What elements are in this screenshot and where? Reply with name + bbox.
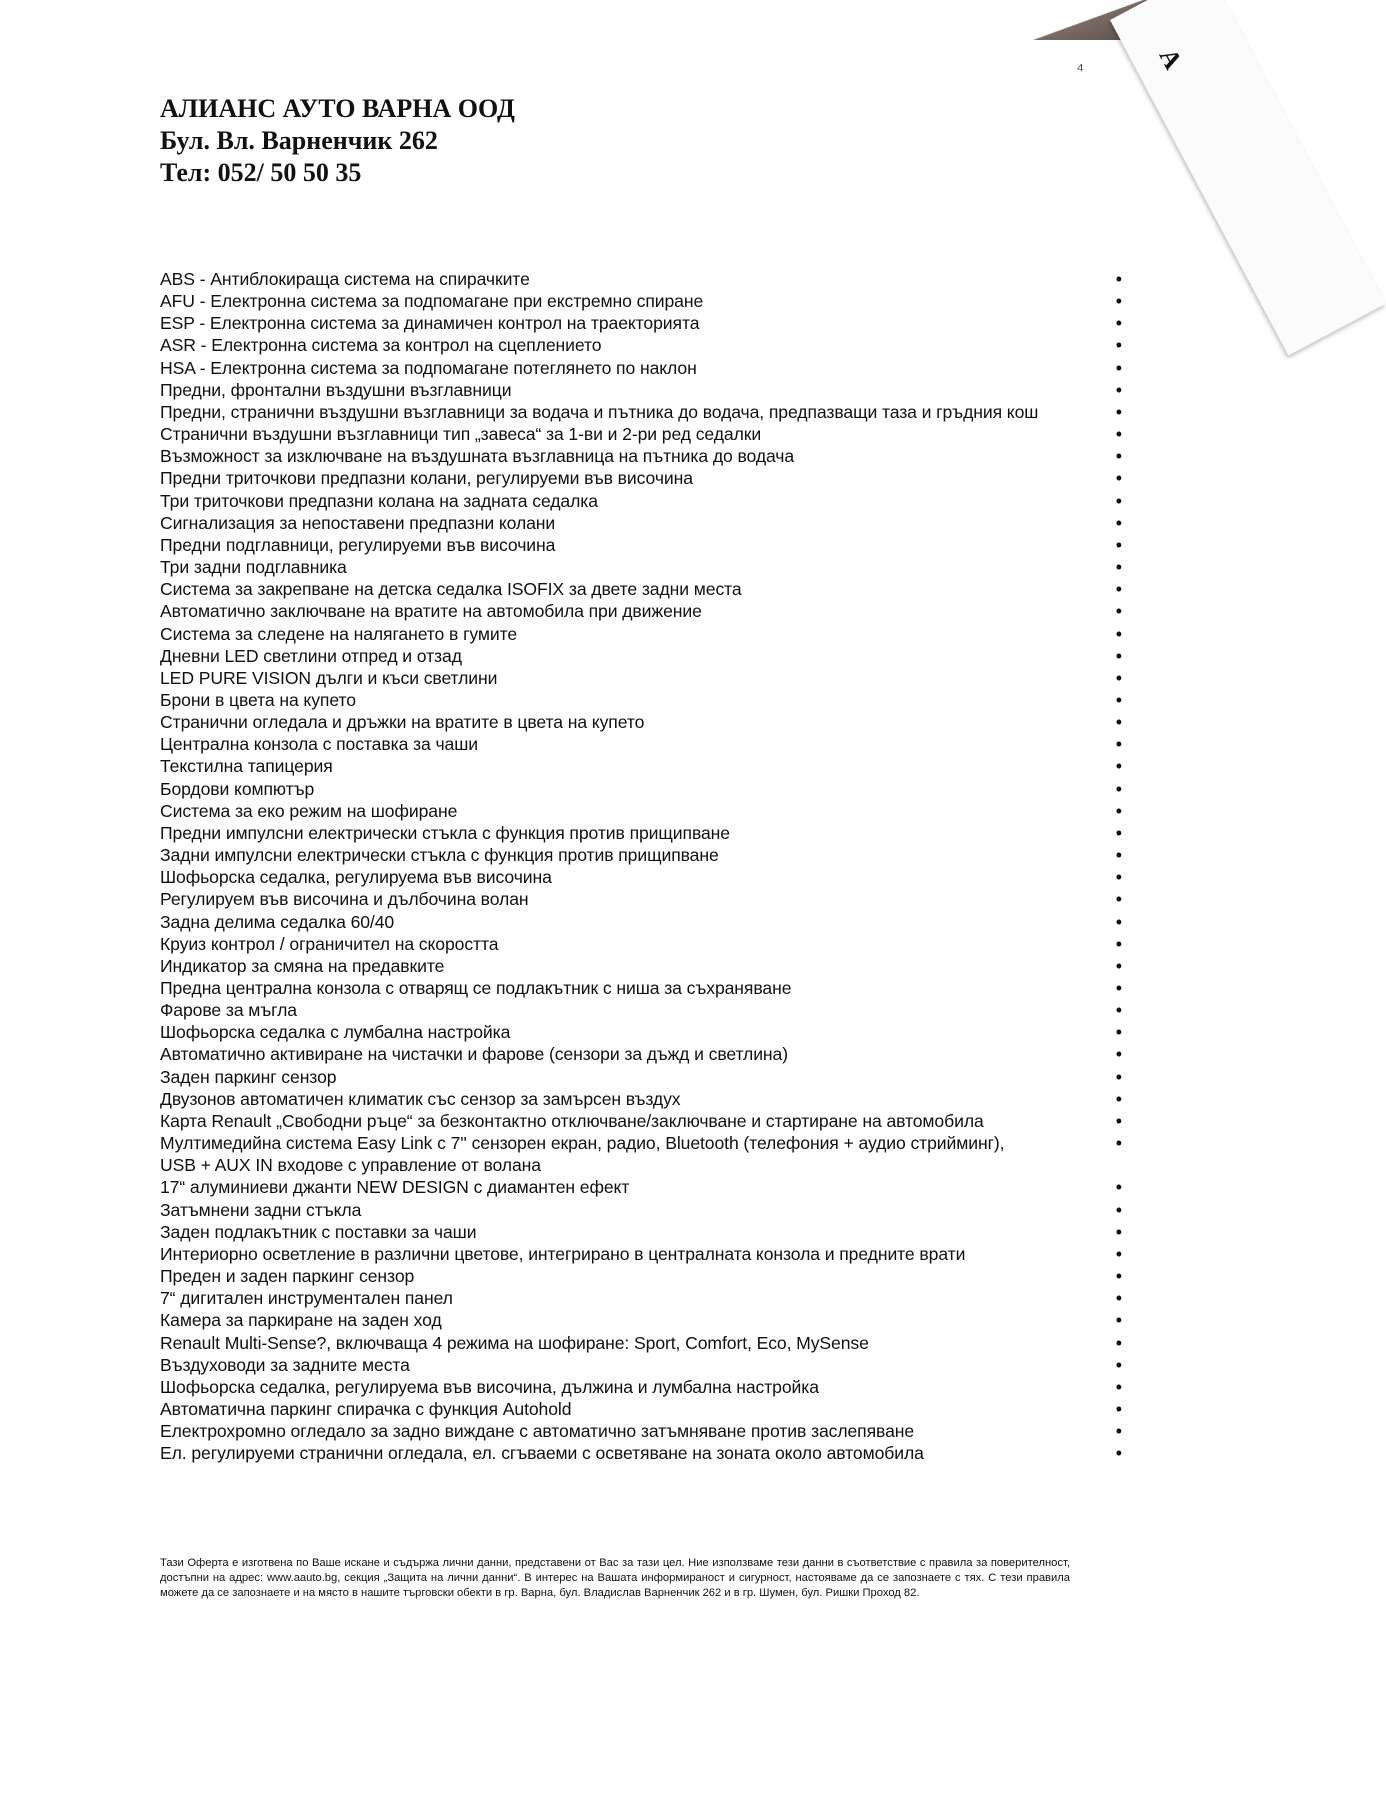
bullet-icon: • [1115,1000,1122,1021]
bullet-icon: • [1115,424,1122,445]
feature-text: HSA - Електронна система за подпомагане потеглянето по наклон [160,357,697,378]
feature-text: Странични въздушни възглавници тип „завеса“ за 1-ви и 2-ри ред седалки [160,424,762,445]
feature-text: Шофьорска седалка, регулируема във височина [160,867,552,888]
feature-item [160,1398,1122,1420]
bullet-icon: • [1115,579,1122,600]
bullet-icon: • [1115,601,1122,622]
feature-item [160,1420,1122,1442]
feature-text: Фарове за мъгла [160,1000,297,1021]
feature-item [160,1354,1122,1376]
feature-text: Предни импулсни електрически стъкла с функция против прищипване [160,822,730,843]
bullet-icon: • [1115,490,1122,511]
bullet-icon: • [1115,1066,1122,1087]
feature-item [160,1442,1122,1464]
feature-text: Три триточкови предпазни колана на задната седалка [160,490,598,511]
feature-item [160,1309,1122,1331]
bullet-icon: • [1115,401,1122,422]
feature-text: Странични огледала и дръжки на вратите в цвета на купето [160,712,645,733]
bullet-icon: • [1115,1088,1122,1109]
bullet-icon: • [1115,734,1122,755]
feature-item [160,334,1122,356]
bullet-icon: • [1115,291,1122,312]
bullet-icon: • [1115,645,1122,666]
feature-text: Система за закрепване на детска седалка ISOFIX за двете задни места [160,579,742,600]
feature-text: Преден и заден паркинг сензор [160,1266,415,1287]
feature-item [160,1221,1122,1243]
feature-item [160,268,1122,290]
feature-item [160,1088,1122,1110]
feature-text: Система за еко режим на шофиране [160,800,458,821]
feature-item [160,1265,1122,1287]
feature-text: Възможност за изключване на въздушната възглавница на пътника до водача [160,446,795,467]
feature-item [160,955,1122,977]
bullet-icon: • [1115,357,1122,378]
feature-text: Електрохромно огледало за задно виждане с автоматично затъмняване против заслепяване [160,1421,915,1442]
feature-text: Предна централна конзола с отварящ се подлакътник с ниша за съхраняване [160,978,792,998]
feature-item [160,1021,1122,1043]
bullet-icon: • [1115,557,1122,578]
feature-item [160,645,1122,667]
feature-text: Брони в цвета на купето [160,689,356,710]
feature-item [160,1199,1122,1221]
bullet-icon: • [1115,1022,1122,1043]
feature-item [160,977,1122,999]
feature-text: Автоматична паркинг спирачка с функция Autohold [160,1398,572,1419]
feature-text: Двузонов автоматичен климатик със сензор за замърсен въздух [160,1088,681,1109]
feature-text: ASR - Електронна система за контрол на сцеплението [160,335,602,356]
feature-text: Камера за паркиране на заден ход [160,1310,442,1331]
feature-item [160,623,1122,645]
feature-item [160,1376,1122,1398]
feature-text: Renault Multi-Sense?, включваща 4 режима на шофиране: Sport, Comfort, Eco, MySense [160,1332,869,1353]
feature-item [160,733,1122,755]
bullet-icon: • [1115,1398,1122,1419]
feature-item [160,844,1122,866]
bullet-icon: • [1115,1110,1122,1131]
bullet-icon: • [1115,1443,1122,1464]
feature-item [160,490,1122,512]
feature-text: Шофьорска седалка с лумбална настройка [160,1022,511,1043]
feature-text: Система за следене на налягането в гумите [160,623,518,644]
feature-item [160,578,1122,600]
feature-text: 17“ алуминиеви джанти NEW DESIGN с диамантен ефект [160,1177,630,1198]
feature-item [160,467,1122,489]
privacy-disclaimer: Тази Оферта е изготвена по Ваше искане и съдържа лични данни, представени от Вас за тази цел. Ние използваме тези данни в съответствие с правила за поверителност, достъпни на адрес: www.aauto.bg, секция „Защита на лични данни“. В интерес на Вашата информираност и сигурност, настояваме да се запознаете с тях. С тези правила можете да се запознаете и на място в нашите търговски обекти в гр. Варна, бул. Владислав Варненчик 262 и в гр. Шумен, бул. Ришки Проход 82. [160,1557,1070,1599]
feature-text: Задна делима седалка 60/40 [160,911,395,932]
underlying-sheet-mark: ⁴ [1076,60,1084,80]
bullet-icon: • [1115,955,1122,976]
feature-item [160,534,1122,556]
feature-item [160,1332,1122,1354]
feature-item [160,556,1122,578]
feature-item [160,755,1122,777]
feature-item [160,711,1122,733]
bullet-icon: • [1115,845,1122,866]
feature-text: Затъмнени задни стъкла [160,1199,362,1220]
company-name: АЛИАНС АУТО ВАРНА ООД [160,94,515,123]
feature-text: Круиз контрол / ограничител на скоростта [160,933,499,954]
bullet-icon: • [1115,1243,1122,1264]
feature-text: Шофьорска седалка, регулируема във височина, дължина и лумбална настройка [160,1376,819,1397]
bullet-icon: • [1115,313,1122,334]
feature-text: Мултимедийна система Easy Link с 7'' сензорен екран, радио, Bluetooth (телефония + аудио стрийминг), USB + AUX IN входове с управление от волана [160,1133,1005,1176]
bullet-icon: • [1115,1421,1122,1442]
feature-item [160,423,1122,445]
feature-item [160,689,1122,711]
company-header [160,93,515,189]
bullet-icon: • [1115,933,1122,954]
bullet-icon: • [1115,778,1122,799]
feature-text: Въздуховоди за задните места [160,1354,410,1375]
bullet-icon: • [1115,1044,1122,1065]
feature-item [160,600,1122,622]
bullet-icon: • [1115,446,1122,467]
underlying-sheet-text: А [1153,43,1189,74]
underlying-sheet [1110,0,1386,356]
feature-text: Предни, фронтални въздушни възглавници [160,379,512,400]
feature-item [160,667,1122,689]
feature-item [160,911,1122,933]
feature-text: Заден подлакътник с поставки за чаши [160,1221,477,1242]
feature-item [160,822,1122,844]
bullet-icon: • [1115,1332,1122,1353]
bullet-icon: • [1115,867,1122,888]
feature-text: Предни триточкови предпазни колани, регулируеми във височина [160,468,693,489]
bullet-icon: • [1115,1133,1122,1154]
feature-item [160,512,1122,534]
feature-text: Задни импулсни електрически стъкла с функция против прищипване [160,845,719,866]
bullet-icon: • [1115,534,1122,555]
feature-item [160,866,1122,888]
feature-text: Регулируем във височина и дълбочина волан [160,889,529,910]
bullet-icon: • [1115,468,1122,489]
bullet-icon: • [1115,1177,1122,1198]
feature-text: ABS - Антиблокираща система на спирачките [160,269,530,289]
feature-text: Индикатор за смяна на предавките [160,955,445,976]
bullet-icon: • [1115,1376,1122,1397]
feature-item [160,1110,1122,1132]
feature-text: Три задни подглавника [160,557,347,578]
company-address: Бул. Вл. Варненчик 262 [160,126,438,155]
feature-item [160,1176,1122,1198]
company-phone: Тел: 052/ 50 50 35 [160,158,362,187]
feature-text: ESP - Електронна система за динамичен контрол на траекторията [160,313,700,334]
bullet-icon: • [1115,1310,1122,1331]
feature-text: Сигнализация за непоставени предпазни колани [160,512,556,533]
feature-item [160,290,1122,312]
feature-item [160,933,1122,955]
feature-item [160,379,1122,401]
bullet-icon: • [1115,712,1122,733]
feature-item [160,999,1122,1021]
feature-text: Предни, странични въздушни възглавници за водача и пътника до водача, предпазващи таза и гръдния кош [160,401,1039,422]
feature-item [160,800,1122,822]
feature-item [160,1043,1122,1065]
bullet-icon: • [1115,512,1122,533]
bullet-icon: • [1115,269,1122,289]
feature-text: Интериорно осветление в различни цветове, интегрирано в централната конзола и предните врати [160,1243,966,1264]
feature-item [160,1287,1122,1309]
bullet-icon: • [1115,756,1122,777]
feature-item [160,312,1122,334]
feature-item [160,778,1122,800]
feature-text: Предни подглавници, регулируеми във височина [160,534,556,555]
feature-text: 7“ дигитален инструментален панел [160,1288,453,1309]
feature-item [160,357,1122,379]
feature-item [160,401,1122,423]
bullet-icon: • [1115,822,1122,843]
bullet-icon: • [1115,1221,1122,1242]
bullet-icon: • [1115,1288,1122,1309]
feature-text: Автоматично активиране на чистачки и фарове (сензори за дъжд и светлина) [160,1044,788,1065]
bullet-icon: • [1115,889,1122,910]
feature-text: Ел. регулируеми странични огледала, ел. сгъваеми с осветяване на зоната около автомобила [160,1443,924,1464]
bullet-icon: • [1115,623,1122,644]
bullet-icon: • [1115,911,1122,932]
feature-text: AFU - Електронна система за подпомагане при екстремно спиране [160,291,704,312]
bullet-icon: • [1115,1354,1122,1375]
bullet-icon: • [1115,978,1122,998]
feature-text: Заден паркинг сензор [160,1066,337,1087]
feature-text: Дневни LED светлини отпред и отзад [160,645,462,666]
feature-text: Бордови компютър [160,778,315,799]
bullet-icon: • [1115,1199,1122,1220]
bullet-icon: • [1115,335,1122,356]
feature-list [160,268,1122,1464]
bullet-icon: • [1115,379,1122,400]
feature-item [160,1243,1122,1265]
feature-text: Централна конзола с поставка за чаши [160,734,478,755]
bullet-icon: • [1115,1266,1122,1287]
bullet-icon: • [1115,689,1122,710]
bullet-icon: • [1115,667,1122,688]
feature-item [160,888,1122,910]
feature-text: Карта Renault „Свободни ръце“ за безконтактно отключване/заключване и стартиране на автомобила [160,1110,984,1131]
feature-text: LED PURE VISION дълги и къси светлини [160,667,498,688]
feature-item [160,1066,1122,1088]
feature-item [160,445,1122,467]
feature-item [160,1132,1122,1176]
bullet-icon: • [1115,800,1122,821]
feature-text: Автоматично заключване на вратите на автомобила при движение [160,601,702,622]
feature-text: Текстилна тапицерия [160,756,333,777]
